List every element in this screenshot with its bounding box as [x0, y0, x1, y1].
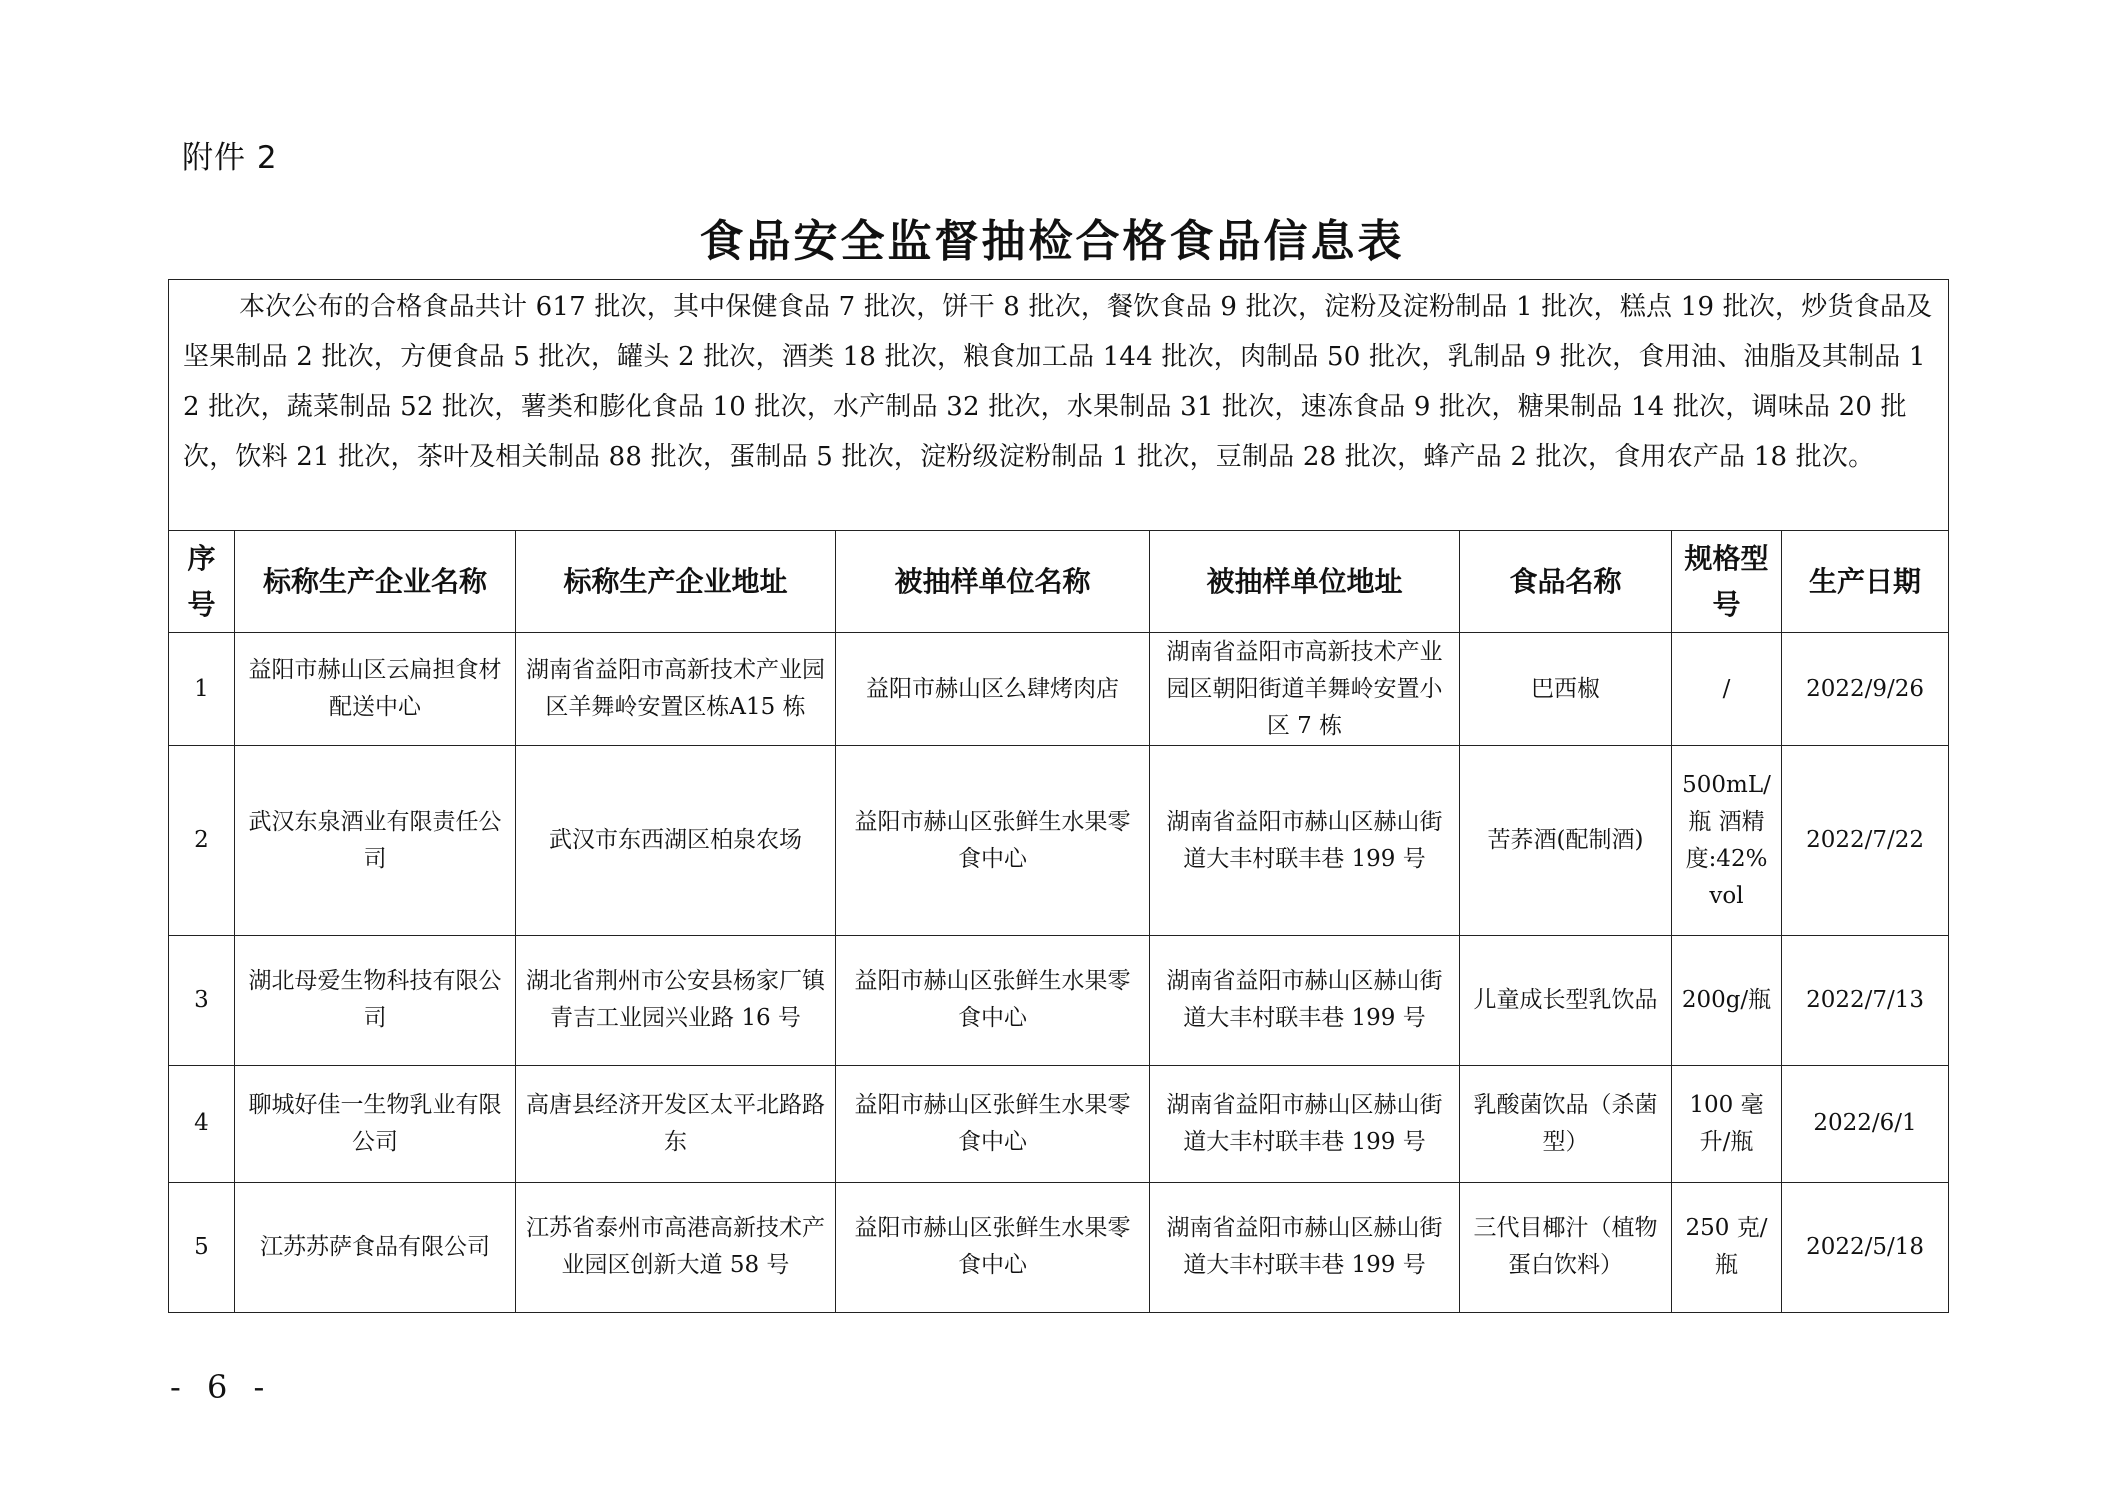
column-header: 被抽样单位地址	[1150, 531, 1460, 633]
page-number: - 6 -	[170, 1368, 273, 1406]
table-cell: 5	[169, 1182, 235, 1312]
table-cell: /	[1672, 633, 1782, 746]
table-cell: 4	[169, 1065, 235, 1182]
column-header: 被抽样单位名称	[836, 531, 1150, 633]
table-cell: 儿童成长型乳饮品	[1460, 935, 1672, 1065]
column-header: 标称生产企业名称	[235, 531, 516, 633]
table-cell: 益阳市赫山区张鲜生水果零食中心	[836, 935, 1150, 1065]
table-cell: 500mL/瓶 酒精度:42%vol	[1672, 746, 1782, 935]
table-cell: 高唐县经济开发区太平北路路东	[516, 1065, 836, 1182]
table-cell: 湖北母爱生物科技有限公司	[235, 935, 516, 1065]
table-cell: 益阳市赫山区张鲜生水果零食中心	[836, 1065, 1150, 1182]
table-cell: 湖南省益阳市高新技术产业园区羊舞岭安置区栋A15 栋	[516, 633, 836, 746]
column-header: 序号	[169, 531, 235, 633]
table-row	[169, 746, 1949, 935]
table-cell: 湖南省益阳市赫山区赫山街道大丰村联丰巷 199 号	[1150, 1065, 1460, 1182]
summary-text: 本次公布的合格食品共计 617 批次，其中保健食品 7 批次，饼干 8 批次，餐饮食品 9 批次，淀粉及淀粉制品 1 批次，糕点 19 批次，炒货食品及坚果制品 2 批次，方便食品 5 批次，罐头 2 批次，酒类 18 批次，粮食加工品 144 批次，肉制品 50 批次，乳制品 9 批次，食用油、油脂及其制品 12 批次，蔬菜制品 52 批次，薯类和膨化食品 10 批次，水产制品 32 批次，水果制品 31 批次，速冻食品 9 批次，糖果制品 14 批次，调味品 20 批次，饮料 21 批次，茶叶及相关制品 88 批次，蛋制品 5 批次，淀粉级淀粉制品 1 批次，豆制品 28 批次，蜂产品 2 批次，食用农产品 18 批次。	[169, 280, 1949, 531]
table-header-row	[169, 531, 1949, 633]
table-cell: 武汉东泉酒业有限责任公司	[235, 746, 516, 935]
table-row	[169, 935, 1949, 1065]
table-cell: 200g/瓶	[1672, 935, 1782, 1065]
column-header: 生产日期	[1782, 531, 1949, 633]
table-row	[169, 633, 1949, 746]
table-cell: 3	[169, 935, 235, 1065]
page-title: 食品安全监督抽检合格食品信息表	[699, 216, 1405, 267]
column-header: 规格型号	[1672, 531, 1782, 633]
table-cell: 三代目椰汁（植物蛋白饮料）	[1460, 1182, 1672, 1312]
table-cell: 2022/7/13	[1782, 935, 1949, 1065]
table-cell: 益阳市赫山区云扁担食材配送中心	[235, 633, 516, 746]
table-cell: 益阳市赫山区张鲜生水果零食中心	[836, 746, 1150, 935]
table-row	[169, 1065, 1949, 1182]
table-cell: 2	[169, 746, 235, 935]
column-header: 食品名称	[1460, 531, 1672, 633]
table-cell: 2022/6/1	[1782, 1065, 1949, 1182]
table-cell: 100 毫升/瓶	[1672, 1065, 1782, 1182]
column-header: 标称生产企业地址	[516, 531, 836, 633]
table-cell: 聊城好佳一生物乳业有限公司	[235, 1065, 516, 1182]
table-cell: 湖北省荆州市公安县杨家厂镇青吉工业园兴业路 16 号	[516, 935, 836, 1065]
table-cell: 2022/9/26	[1782, 633, 1949, 746]
table-cell: 2022/5/18	[1782, 1182, 1949, 1312]
attachment-label: 附件 2	[182, 140, 278, 176]
table-cell: 1	[169, 633, 235, 746]
table-cell: 益阳市赫山区张鲜生水果零食中心	[836, 1182, 1150, 1312]
table-cell: 苦荞酒(配制酒)	[1460, 746, 1672, 935]
inspection-table	[168, 279, 1949, 1313]
table-cell: 湖南省益阳市赫山区赫山街道大丰村联丰巷 199 号	[1150, 746, 1460, 935]
table-cell: 江苏苏萨食品有限公司	[235, 1182, 516, 1312]
table-cell: 湖南省益阳市高新技术产业园区朝阳街道羊舞岭安置小区 7 栋	[1150, 633, 1460, 746]
table-cell: 湖南省益阳市赫山区赫山街道大丰村联丰巷 199 号	[1150, 935, 1460, 1065]
table-cell: 乳酸菌饮品（杀菌型）	[1460, 1065, 1672, 1182]
table-cell: 巴西椒	[1460, 633, 1672, 746]
table-row	[169, 1182, 1949, 1312]
table-cell: 江苏省泰州市高港高新技术产业园区创新大道 58 号	[516, 1182, 836, 1312]
table-cell: 250 克/瓶	[1672, 1182, 1782, 1312]
table-cell: 益阳市赫山区么肆烤肉店	[836, 633, 1150, 746]
table-cell: 2022/7/22	[1782, 746, 1949, 935]
table-cell: 武汉市东西湖区柏泉农场	[516, 746, 836, 935]
table-cell: 湖南省益阳市赫山区赫山街道大丰村联丰巷 199 号	[1150, 1182, 1460, 1312]
